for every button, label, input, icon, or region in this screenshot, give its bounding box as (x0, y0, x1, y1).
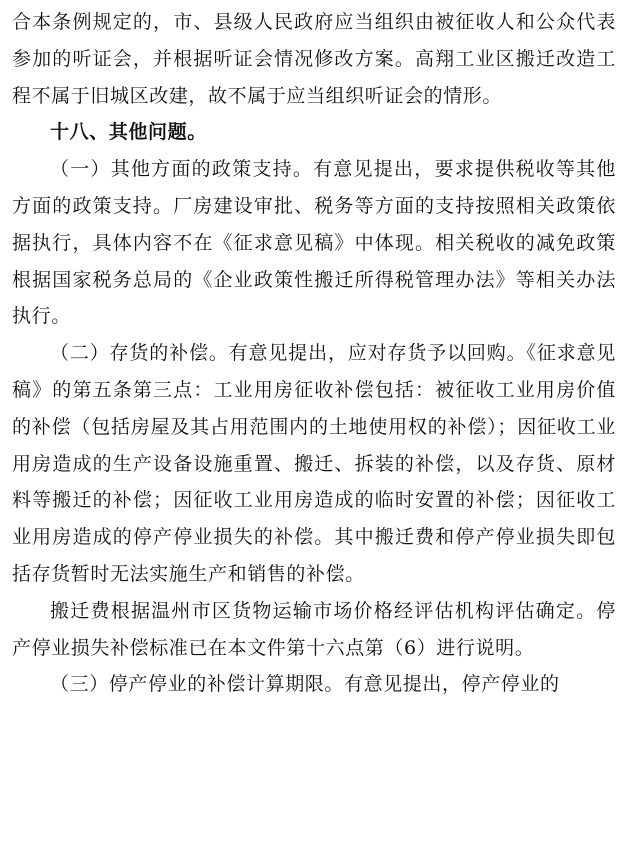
section-heading-other-issues: 十八、其他问题。 (50, 121, 207, 144)
paragraph-hearing-conclusion: 合本条例规定的，市、县级人民政府应当组织由被征收人和公众代表参加的听证会，并根据听证会情况修改方案。高翔工业区搬迁改造工程不属于旧城区改建，故不属于应当组织听证会的情形。 (12, 11, 616, 107)
paragraph-inventory-compensation: （二）存货的补偿。有意见提出，应对存货予以回购。《征求意见稿》的第五条第三点：工业用房征收补偿包括：被征收工业用房价值的补偿（包括房屋及其占用范围内的土地使用权的补偿）；因征收工业用房造成的生产设备设施重置、搬迁、拆装的补偿，以及存货、原材料等搬迁的补偿；因征收工业用房造成的临时安置的补偿；因征收工业用房造成的停产停业损失的补偿。其中搬迁费和停产停业损失即包括存货暂时无法实施生产和销售的补偿。 (12, 342, 616, 585)
paragraph-relocation-fee: 搬迁费根据温州市区货物运输市场价格经评估机构评估确定。停产停业损失补偿标准已在本文件第十六点第（6）进行说明。 (12, 599, 616, 659)
paragraph-policy-support: （一）其他方面的政策支持。有意见提出，要求提供税收等其他方面的政策支持。厂房建设审批、税务等方面的支持按照相关政策依据执行，具体内容不在《征求意见稿》中体现。相关税收的减免政策根据国家税务总局的《企业政策性搬迁所得税管理办法》等相关办法执行。 (12, 158, 616, 328)
paragraph-suspension-period: （三）停产停业的补偿计算期限。有意见提出，停产停业的 (50, 673, 560, 696)
